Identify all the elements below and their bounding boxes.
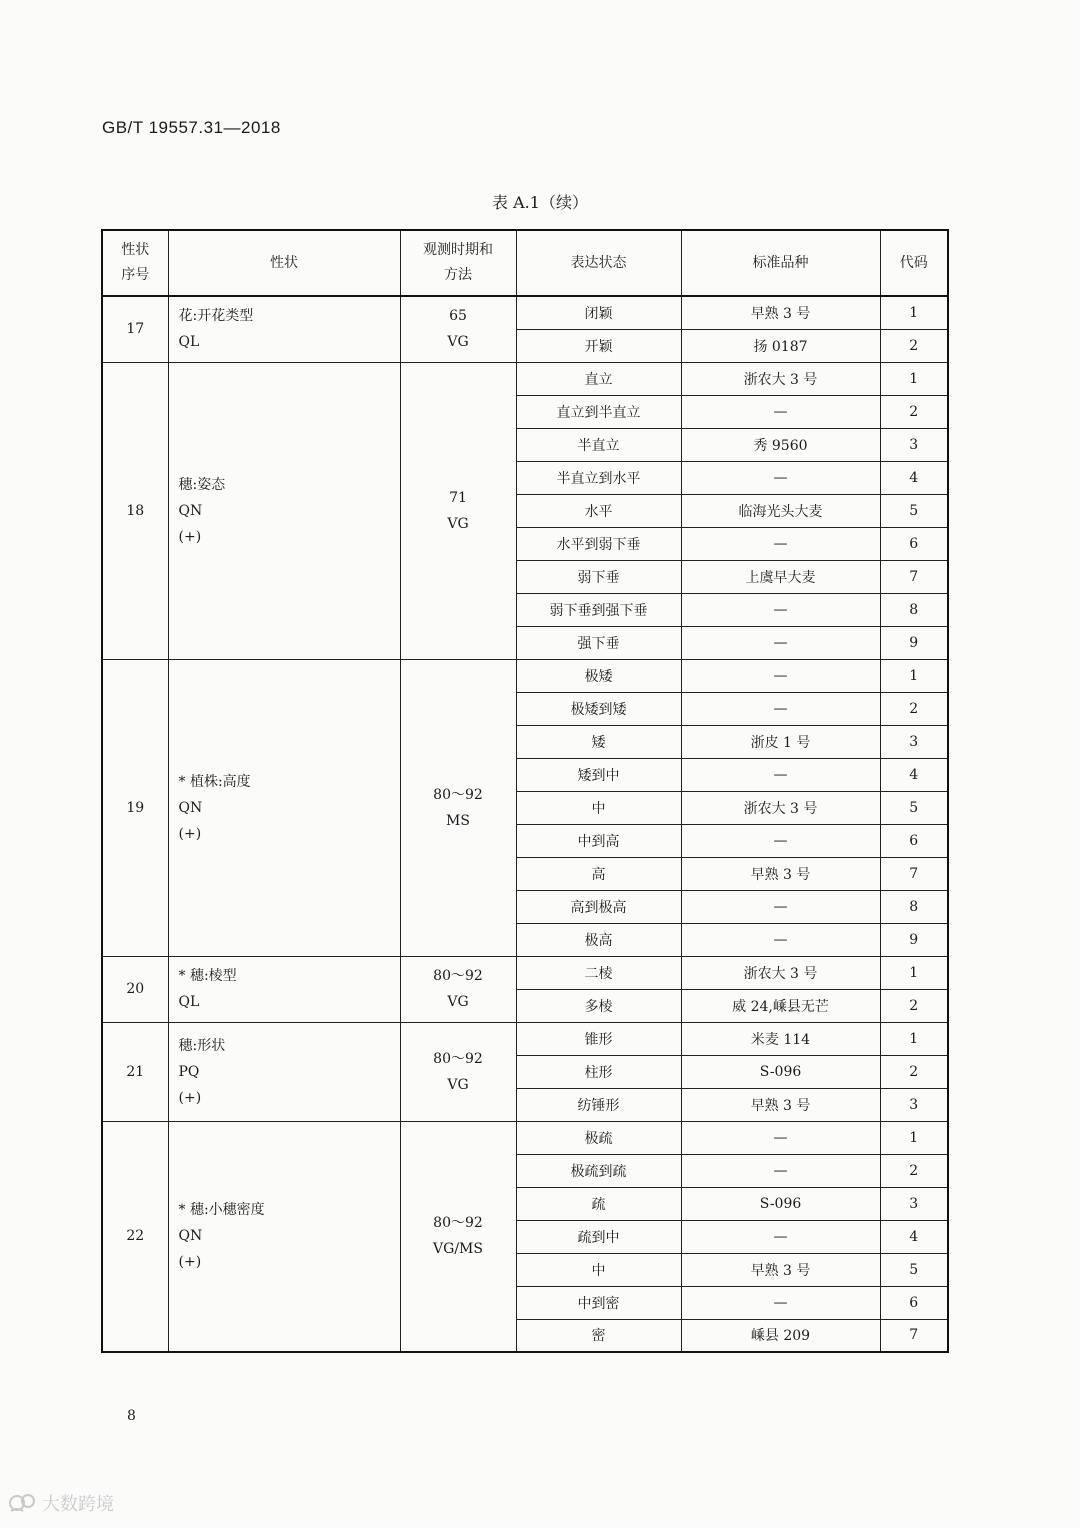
trait-line: QL — [178, 334, 200, 351]
method-line: MS — [446, 812, 470, 829]
trait-name — [168, 659, 400, 956]
trait-line: (+) — [178, 528, 202, 545]
code: 3 — [880, 1187, 948, 1220]
code: 9 — [880, 626, 948, 659]
code: 2 — [880, 329, 948, 362]
reference-variety: — — [681, 395, 880, 428]
trait-line: QN — [178, 799, 203, 816]
col-code-header-line: 代码 — [899, 254, 928, 271]
expression-state: 极高 — [516, 923, 681, 956]
code: 1 — [880, 659, 948, 692]
table-row — [102, 1022, 948, 1055]
reference-variety: — — [681, 923, 880, 956]
col-trait-no-header — [102, 230, 168, 296]
table-row — [102, 956, 948, 989]
expression-state: 高到极高 — [516, 890, 681, 923]
code: 6 — [880, 527, 948, 560]
col-observation-header-line: 观测时期和 — [423, 242, 493, 258]
expression-state: 中 — [516, 791, 681, 824]
code: 5 — [880, 1253, 948, 1286]
reference-variety: — — [681, 1154, 880, 1187]
code: 3 — [880, 428, 948, 461]
code: 4 — [880, 1220, 948, 1253]
reference-variety: 浙农大 3 号 — [681, 362, 880, 395]
method-line: 65 — [449, 308, 467, 325]
method-line: VG/MS — [433, 1241, 483, 1258]
expression-state: 柱形 — [516, 1055, 681, 1088]
code: 1 — [880, 362, 948, 395]
code: 8 — [880, 890, 948, 923]
table-row — [102, 659, 948, 692]
expression-state: 直立 — [516, 362, 681, 395]
method-line: VG — [447, 994, 469, 1010]
col-trait-header-line: 性状 — [270, 254, 298, 271]
code: 5 — [880, 791, 948, 824]
reference-variety: — — [681, 527, 880, 560]
trait-line: PQ — [178, 1063, 200, 1080]
code: 3 — [880, 725, 948, 758]
expression-state: 弱下垂 — [516, 560, 681, 593]
reference-variety: 早熟 3 号 — [681, 296, 880, 329]
expression-state: 疏 — [516, 1187, 681, 1220]
observation-method — [400, 659, 516, 956]
expression-state: 疏到中 — [516, 1220, 681, 1253]
reference-variety: 浙皮 1 号 — [681, 725, 880, 758]
reference-variety: 威 24,嵊县无芒 — [681, 989, 880, 1022]
trait-line: 穗:形状 — [178, 1037, 226, 1054]
expression-state: 纺锤形 — [516, 1088, 681, 1121]
reference-variety: — — [681, 1220, 880, 1253]
expression-state: 多棱 — [516, 989, 681, 1022]
code: 4 — [880, 758, 948, 791]
table-row — [102, 296, 948, 329]
reference-variety: 米麦 114 — [681, 1022, 880, 1055]
brand-logo-icon — [8, 1491, 38, 1515]
method-line: 80～92 — [433, 1050, 483, 1067]
trait-line: (+) — [178, 1089, 202, 1106]
watermark — [8, 1490, 114, 1516]
trait-line: * 穗:小穗密度 — [178, 1202, 265, 1219]
method-line: VG — [447, 1076, 469, 1093]
code: 2 — [880, 395, 948, 428]
expression-state: 直立到半直立 — [516, 395, 681, 428]
trait-name — [168, 1022, 400, 1121]
col-reference-variety-header — [681, 230, 880, 296]
method-line: 71 — [449, 489, 467, 506]
code: 4 — [880, 461, 948, 494]
code: 1 — [880, 1022, 948, 1055]
expression-state: 中 — [516, 1253, 681, 1286]
reference-variety: — — [681, 593, 880, 626]
col-trait-no-header-line: 性状 — [121, 242, 150, 258]
reference-variety: — — [681, 626, 880, 659]
document-code: GB/T 19557.31—2018 — [102, 118, 281, 137]
reference-variety: — — [681, 1286, 880, 1319]
observation-method — [400, 956, 516, 1022]
trait-line: * 穗:棱型 — [178, 968, 237, 984]
expression-state: 半直立到水平 — [516, 461, 681, 494]
col-code-header — [880, 230, 948, 296]
trait-number: 22 — [102, 1121, 168, 1352]
reference-variety: 临海光头大麦 — [681, 494, 880, 527]
reference-variety: — — [681, 692, 880, 725]
code: 5 — [880, 494, 948, 527]
reference-variety: S-096 — [681, 1055, 880, 1088]
code: 2 — [880, 989, 948, 1022]
reference-variety: 早熟 3 号 — [681, 857, 880, 890]
expression-state: 高 — [516, 857, 681, 890]
expression-state: 闭颖 — [516, 296, 681, 329]
reference-variety: 嵊县 209 — [681, 1319, 880, 1352]
reference-variety: S-096 — [681, 1187, 880, 1220]
expression-state: 矮到中 — [516, 758, 681, 791]
trait-number: 20 — [102, 956, 168, 1022]
trait-line: QN — [178, 502, 203, 519]
code: 8 — [880, 593, 948, 626]
col-trait-no-header-line: 序号 — [121, 267, 150, 283]
method-line: VG — [447, 515, 469, 532]
reference-variety: — — [681, 758, 880, 791]
table-header-row — [102, 230, 948, 296]
reference-variety: — — [681, 461, 880, 494]
expression-state: 锥形 — [516, 1022, 681, 1055]
expression-state: 中到高 — [516, 824, 681, 857]
code: 1 — [880, 296, 948, 329]
code: 7 — [880, 560, 948, 593]
expression-state: 极矮 — [516, 659, 681, 692]
trait-number: 17 — [102, 296, 168, 362]
reference-variety: 上虞早大麦 — [681, 560, 880, 593]
expression-state: 密 — [516, 1319, 681, 1352]
traits-table — [101, 229, 949, 1353]
code: 6 — [880, 824, 948, 857]
trait-line: QL — [178, 994, 200, 1010]
col-expression-header — [516, 230, 681, 296]
col-trait-header — [168, 230, 400, 296]
trait-line: 花:开花类型 — [178, 308, 254, 325]
expression-state: 水平到弱下垂 — [516, 527, 681, 560]
table-row — [102, 1121, 948, 1154]
code: 1 — [880, 956, 948, 989]
expression-state: 开颖 — [516, 329, 681, 362]
code: 6 — [880, 1286, 948, 1319]
method-line: VG — [447, 334, 469, 351]
code: 2 — [880, 1055, 948, 1088]
expression-state: 极疏到疏 — [516, 1154, 681, 1187]
expression-state: 半直立 — [516, 428, 681, 461]
code: 1 — [880, 1121, 948, 1154]
page-number: 8 — [127, 1408, 136, 1424]
reference-variety: 早熟 3 号 — [681, 1088, 880, 1121]
table-row — [102, 362, 948, 395]
trait-name — [168, 296, 400, 362]
trait-line: * 植株:高度 — [178, 773, 251, 790]
reference-variety: — — [681, 659, 880, 692]
trait-name — [168, 362, 400, 659]
observation-method — [400, 1022, 516, 1121]
reference-variety: 浙农大 3 号 — [681, 956, 880, 989]
code: 7 — [880, 1319, 948, 1352]
method-line: 80～92 — [433, 1215, 483, 1232]
table-title: 表 A.1（续） — [492, 193, 588, 212]
expression-state: 中到密 — [516, 1286, 681, 1319]
expression-state: 弱下垂到强下垂 — [516, 593, 681, 626]
code: 7 — [880, 857, 948, 890]
expression-state: 极疏 — [516, 1121, 681, 1154]
observation-method — [400, 362, 516, 659]
trait-line: (+) — [178, 825, 202, 842]
method-line: 80～92 — [433, 968, 483, 984]
expression-state: 极矮到矮 — [516, 692, 681, 725]
code: 2 — [880, 692, 948, 725]
expression-state: 二棱 — [516, 956, 681, 989]
code: 3 — [880, 1088, 948, 1121]
trait-number: 18 — [102, 362, 168, 659]
trait-line: 穗:姿态 — [178, 476, 226, 493]
reference-variety: 早熟 3 号 — [681, 1253, 880, 1286]
code: 9 — [880, 923, 948, 956]
trait-number: 21 — [102, 1022, 168, 1121]
col-observation-header — [400, 230, 516, 296]
trait-line: QN — [178, 1228, 203, 1245]
reference-variety: — — [681, 890, 880, 923]
expression-state: 强下垂 — [516, 626, 681, 659]
watermark-text: 大数跨境 — [42, 1494, 114, 1515]
trait-line: (+) — [178, 1254, 202, 1271]
expression-state: 水平 — [516, 494, 681, 527]
observation-method — [400, 296, 516, 362]
method-line: 80～92 — [433, 786, 483, 803]
trait-name — [168, 956, 400, 1022]
reference-variety: 秀 9560 — [681, 428, 880, 461]
col-observation-header-line: 方法 — [444, 267, 472, 283]
trait-name — [168, 1121, 400, 1352]
reference-variety: — — [681, 1121, 880, 1154]
col-expression-header-line: 表达状态 — [570, 254, 627, 271]
expression-state: 矮 — [516, 725, 681, 758]
observation-method — [400, 1121, 516, 1352]
code: 2 — [880, 1154, 948, 1187]
trait-number: 19 — [102, 659, 168, 956]
reference-variety: — — [681, 824, 880, 857]
col-reference-variety-header-line: 标准品种 — [752, 254, 809, 271]
reference-variety: 扬 0187 — [681, 329, 880, 362]
reference-variety: 浙农大 3 号 — [681, 791, 880, 824]
